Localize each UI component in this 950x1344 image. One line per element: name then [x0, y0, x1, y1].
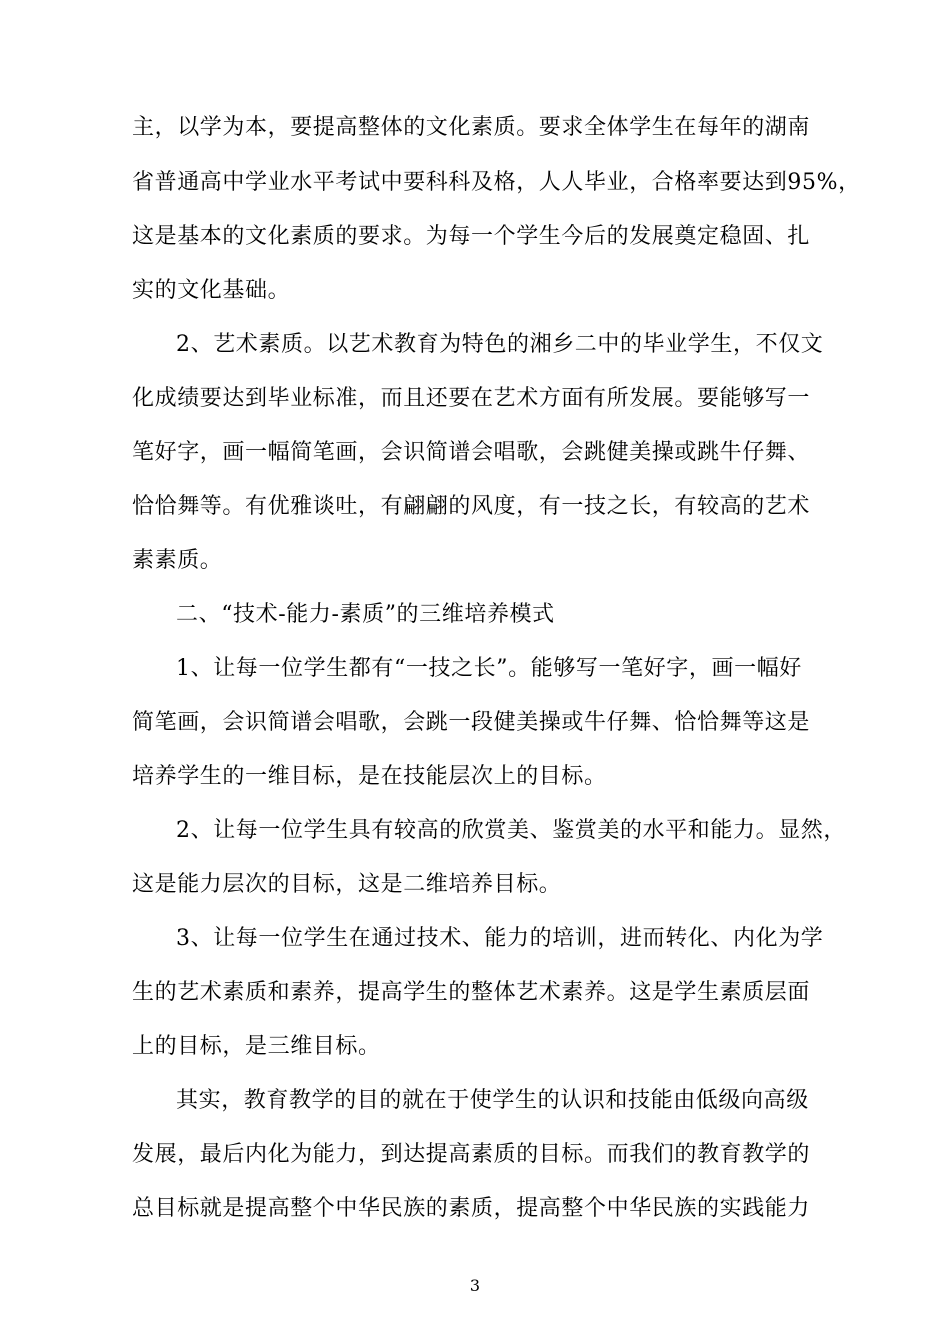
text-line: 省普通高中学业水平考试中要科科及格，人人毕业，合格率要达到95%，	[132, 170, 861, 195]
text-line: 发展，最后内化为能力，到达提高素质的目标。而我们的教育教学的	[132, 1142, 811, 1167]
text-line: 这是能力层次的目标，这是二维培养目标。	[132, 872, 562, 897]
text-line: 培养学生的一维目标，是在技能层次上的目标。	[132, 764, 607, 789]
paragraph-start: 1、让每一位学生都有“一技之长”。能够写一笔好字，画一幅好	[176, 656, 802, 681]
text-line: 简笔画，会识简谱会唱歌，会跳一段健美操或牛仔舞、恰恰舞等这是	[132, 710, 811, 735]
page-number: 3	[469, 1276, 481, 1295]
text-line: 主，以学为本，要提高整体的文化素质。要求全体学生在每年的湖南	[132, 115, 811, 140]
text-line: 生的艺术素质和素养，提高学生的整体艺术素养。这是学生素质层面	[132, 980, 811, 1005]
paragraph-start: 2、艺术素质。以艺术教育为特色的湘乡二中的毕业学生，不仅文	[176, 332, 824, 357]
text-line: 总目标就是提高整个中华民族的素质，提高整个中华民族的实践能力	[132, 1196, 811, 1221]
paragraph-start: 其实，教育教学的目的就在于使学生的认识和技能由低级向高级	[176, 1088, 809, 1113]
section-heading: 二、“技术-能力-素质”的三维培养模式	[176, 602, 555, 627]
paragraph-start: 2、让每一位学生具有较高的欣赏美、鉴赏美的水平和能力。显然，	[176, 818, 846, 843]
paragraph-start: 3、让每一位学生在通过技术、能力的培训，进而转化、内化为学	[176, 926, 824, 951]
text-line: 恰恰舞等。有优雅谈吐，有翩翩的风度，有一技之长，有较高的艺术	[132, 494, 811, 519]
text-line: 笔好字，画一幅简笔画，会识简谱会唱歌，会跳健美操或跳牛仔舞、	[132, 440, 811, 465]
text-line: 实的文化基础。	[132, 278, 291, 303]
text-line: 素素质。	[132, 548, 223, 573]
text-line: 这是基本的文化素质的要求。为每一个学生今后的发展奠定稳固、扎	[132, 224, 811, 249]
text-line: 化成绩要达到毕业标准，而且还要在艺术方面有所发展。要能够写一	[132, 386, 811, 411]
text-line: 上的目标，是三维目标。	[132, 1034, 381, 1059]
